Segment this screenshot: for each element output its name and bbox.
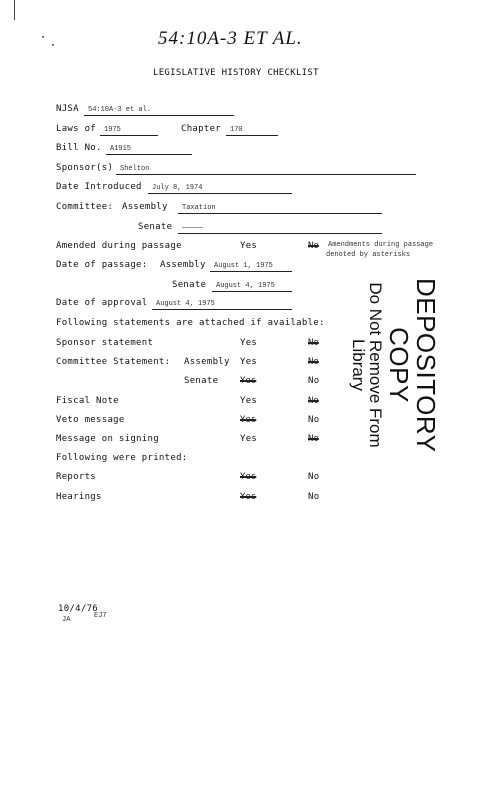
scan-speck bbox=[52, 44, 54, 46]
committee-assembly-field bbox=[178, 202, 382, 214]
hearings-no: No bbox=[308, 492, 320, 502]
handwritten-title: 54:10A-3 ET AL. bbox=[158, 28, 303, 49]
amended-yes: Yes bbox=[240, 241, 258, 251]
committee-statement-assembly-no-struck: No bbox=[308, 357, 319, 367]
approval-value: August 4, 1975 bbox=[156, 300, 215, 308]
reports-label: Reports bbox=[56, 472, 97, 482]
committee-label: Committee: bbox=[56, 202, 114, 212]
veto-message-label: Veto message bbox=[56, 415, 125, 425]
chapter-field bbox=[226, 124, 278, 136]
njsa-field bbox=[84, 104, 234, 116]
committee-assembly-label: Assembly bbox=[122, 202, 168, 212]
committee-senate-value: ————— bbox=[182, 224, 204, 232]
passage-assembly-value: August 1, 1975 bbox=[214, 262, 273, 270]
bill-field bbox=[106, 143, 192, 155]
date-introduced-value: July 8, 1974 bbox=[152, 184, 203, 192]
veto-message-yes-struck: Yes bbox=[240, 415, 257, 425]
approval-field bbox=[152, 298, 292, 310]
laws-value: 1975 bbox=[104, 126, 121, 134]
depository-copy-stamp bbox=[348, 277, 442, 453]
sponsor-statement-no-struck: No bbox=[308, 338, 319, 348]
laws-field bbox=[100, 124, 158, 136]
footer-date: 10/4/76 bbox=[58, 604, 99, 614]
message-on-signing-label: Message on signing bbox=[56, 434, 159, 444]
fiscal-note-yes: Yes bbox=[240, 396, 258, 406]
amended-note-line1: Amendments during passage bbox=[328, 241, 434, 249]
hearings-yes-struck: Yes bbox=[240, 492, 257, 502]
passage-assembly-label: Assembly bbox=[160, 260, 206, 270]
committee-senate-label: Senate bbox=[138, 222, 173, 232]
committee-statement-assembly-yes: Yes bbox=[240, 357, 258, 367]
checklist-title: LEGISLATIVE HISTORY CHECKLIST bbox=[153, 68, 319, 78]
hearings-label: Hearings bbox=[56, 492, 102, 502]
fiscal-note-label: Fiscal Note bbox=[56, 396, 119, 406]
veto-message-no: No bbox=[308, 415, 320, 425]
passage-assembly-field bbox=[210, 260, 292, 272]
date-introduced-label: Date Introduced bbox=[56, 182, 142, 192]
scan-speck bbox=[42, 36, 44, 38]
committee-statement-senate-no: No bbox=[308, 376, 320, 386]
footer-initials: JA bbox=[62, 616, 71, 624]
committee-statement-senate-label: Senate bbox=[184, 376, 219, 386]
approval-label: Date of approval bbox=[56, 298, 148, 308]
passage-label: Date of passage: bbox=[56, 260, 148, 270]
njsa-value: 54:10A-3 et al. bbox=[88, 106, 152, 114]
committee-statement-label: Committee Statement: bbox=[56, 357, 171, 367]
reports-no: No bbox=[308, 472, 320, 482]
njsa-label: NJSA bbox=[56, 104, 79, 114]
statements-heading: Following statements are attached if available: bbox=[56, 318, 325, 328]
laws-label: Laws of bbox=[56, 124, 97, 134]
committee-statement-assembly-label: Assembly bbox=[184, 357, 230, 367]
committee-assembly-value: Taxation bbox=[182, 204, 216, 212]
bill-label: Bill No. bbox=[56, 143, 102, 153]
date-introduced-field bbox=[148, 182, 292, 194]
bill-value: A1915 bbox=[110, 145, 132, 153]
amended-label: Amended during passage bbox=[56, 241, 182, 251]
message-on-signing-yes: Yes bbox=[240, 434, 258, 444]
printed-heading: Following were printed: bbox=[56, 453, 188, 463]
footer-code: EJ7 bbox=[94, 612, 107, 620]
amended-no-struck: No bbox=[308, 241, 319, 251]
chapter-value: 170 bbox=[230, 126, 243, 134]
sponsor-statement-yes: Yes bbox=[240, 338, 258, 348]
stamp-line2: Do Not Remove From Library bbox=[348, 282, 386, 448]
reports-yes-struck: Yes bbox=[240, 472, 257, 482]
message-on-signing-no-struck: No bbox=[308, 434, 319, 444]
stamp-line1: DEPOSITORY COPY bbox=[383, 277, 442, 453]
sponsor-statement-label: Sponsor statement bbox=[56, 338, 154, 348]
amended-note-line2: denoted by asterisks bbox=[326, 251, 411, 259]
committee-statement-senate-yes-struck: Yes bbox=[240, 376, 257, 386]
committee-senate-field bbox=[178, 222, 382, 234]
fiscal-note-no-struck: No bbox=[308, 396, 319, 406]
sponsor-label: Sponsor(s) bbox=[56, 163, 114, 173]
sponsor-value: Shelton bbox=[120, 165, 150, 173]
passage-senate-label: Senate bbox=[172, 280, 207, 290]
chapter-label: Chapter bbox=[181, 124, 222, 134]
scan-edge-mark bbox=[14, 0, 15, 20]
sponsor-field bbox=[116, 163, 416, 175]
passage-senate-field bbox=[212, 280, 292, 292]
passage-senate-value: August 4, 1975 bbox=[216, 282, 275, 290]
